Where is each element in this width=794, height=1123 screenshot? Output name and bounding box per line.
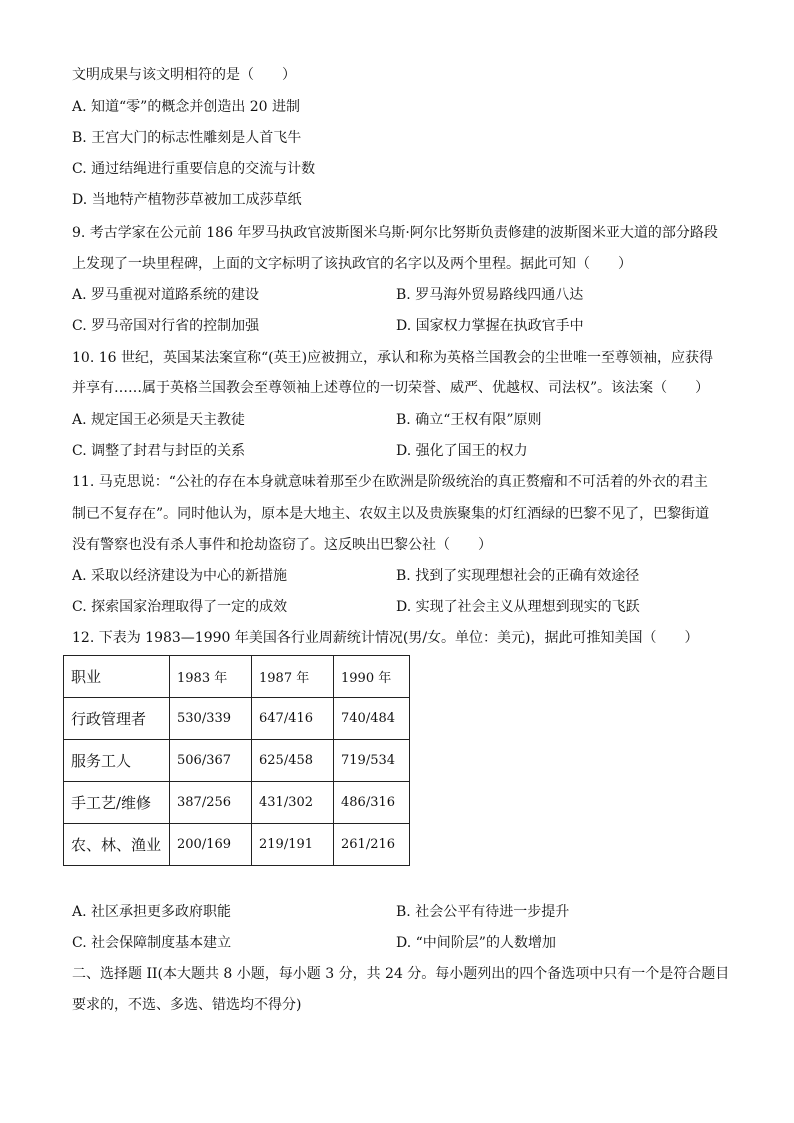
q11-option-d: D. 实现了社会主义从理想到现实的飞跃 <box>396 599 640 615</box>
q10-option-a: A. 规定国王必须是天主教徒 <box>72 412 246 428</box>
q11-option-b: B. 找到了实现理想社会的正确有效途径 <box>396 568 640 584</box>
q8-stem: 文明成果与该文明相符的是（ ） <box>72 67 296 83</box>
table-cell: 手工艺/维修 <box>64 782 170 824</box>
table-header-cell: 1990 年 <box>334 656 410 698</box>
q10-stem-line-1: 10. 16 世纪，英国某法案宣称“(英王)应被拥立，承认和称为英格兰国教会的尘世唯一至尊领袖，应获得 <box>72 350 714 366</box>
q10-option-c: C. 调整了封君与封臣的关系 <box>72 443 246 459</box>
table-row <box>64 782 410 824</box>
table-cell: 农、林、渔业 <box>64 824 170 866</box>
q12-stem: 12. 下表为 1983—1990 年美国各行业周薪统计情况(男/女。单位：美元)，据此可推知美国（ ） <box>72 630 699 646</box>
wage-table <box>63 655 410 866</box>
q9-stem-line-2: 上发现了一块里程碑，上面的文字标明了该执政官的名字以及两个里程。据此可知（ ） <box>72 256 632 272</box>
q9-option-c: C. 罗马帝国对行省的控制加强 <box>72 318 260 334</box>
q9-option-b: B. 罗马海外贸易路线四通八达 <box>396 287 584 303</box>
q9-stem-line-1: 9. 考古学家在公元前 186 年罗马执政官波斯图米乌斯·阿尔比努斯负责修建的波斯图米亚大道的部分路段 <box>72 225 718 241</box>
table-cell: 服务工人 <box>64 740 170 782</box>
q11-stem-line-1: 11. 马克思说：“公社的存在本身就意味着那至少在欧洲是阶级统治的真正赘瘤和不可活着的外衣的君主 <box>72 474 708 490</box>
table-cell: 219/191 <box>252 824 334 866</box>
table-cell: 431/302 <box>252 782 334 824</box>
table-cell: 200/169 <box>170 824 252 866</box>
table-header-cell: 职业 <box>64 656 170 698</box>
table-row <box>64 698 410 740</box>
table-cell: 486/316 <box>334 782 410 824</box>
q12-option-d: D. “中间阶层”的人数增加 <box>396 935 556 951</box>
table-cell: 530/339 <box>170 698 252 740</box>
q8-option-b: B. 王宫大门的标志性雕刻是人首飞牛 <box>72 130 302 146</box>
table-cell: 行政管理者 <box>64 698 170 740</box>
q10-option-d: D. 强化了国王的权力 <box>396 443 528 459</box>
section-2-heading-line-1: 二、选择题 II(本大题共 8 小题，每小题 3 分，共 24 分。每小题列出的四个备选项中只有一个是符合题目 <box>72 966 730 982</box>
table-header-cell: 1987 年 <box>252 656 334 698</box>
table-header-row <box>64 656 410 698</box>
table-cell: 719/534 <box>334 740 410 782</box>
table-cell: 647/416 <box>252 698 334 740</box>
q9-option-a: A. 罗马重视对道路系统的建设 <box>72 287 260 303</box>
table-cell: 387/256 <box>170 782 252 824</box>
table-row <box>64 740 410 782</box>
table-cell: 740/484 <box>334 698 410 740</box>
q12-option-a: A. 社区承担更多政府职能 <box>72 904 232 920</box>
q11-option-a: A. 采取以经济建设为中心的新措施 <box>72 568 288 584</box>
section-2-heading-line-2: 要求的，不选、多选、错选均不得分) <box>72 997 302 1013</box>
table-header-cell: 1983 年 <box>170 656 252 698</box>
q8-option-d: D. 当地特产植物莎草被加工成莎草纸 <box>72 192 302 208</box>
q8-option-a: A. 知道“零”的概念并创造出 20 进制 <box>72 99 301 115</box>
table-row <box>64 824 410 866</box>
q9-option-d: D. 国家权力掌握在执政官手中 <box>396 318 584 334</box>
q8-option-c: C. 通过结绳进行重要信息的交流与计数 <box>72 161 316 177</box>
table-cell: 625/458 <box>252 740 334 782</box>
q12-option-c: C. 社会保障制度基本建立 <box>72 935 232 951</box>
q11-stem-line-3: 没有警察也没有杀人事件和抢劫盗窃了。这反映出巴黎公社（ ） <box>72 537 492 553</box>
q11-stem-line-2: 制已不复存在”。同时他认为，原本是大地主、农奴主以及贵族聚集的灯红酒绿的巴黎不见了，巴黎街道 <box>72 506 710 522</box>
q11-option-c: C. 探索国家治理取得了一定的成效 <box>72 599 288 615</box>
q10-option-b: B. 确立“王权有限”原则 <box>396 412 542 428</box>
table-cell: 261/216 <box>334 824 410 866</box>
q12-option-b: B. 社会公平有待进一步提升 <box>396 904 570 920</box>
table-cell: 506/367 <box>170 740 252 782</box>
q10-stem-line-2: 并享有……属于英格兰国教会至尊领袖上述尊位的一切荣誉、威严、优越权、司法权”。该法案（ ） <box>72 380 710 396</box>
